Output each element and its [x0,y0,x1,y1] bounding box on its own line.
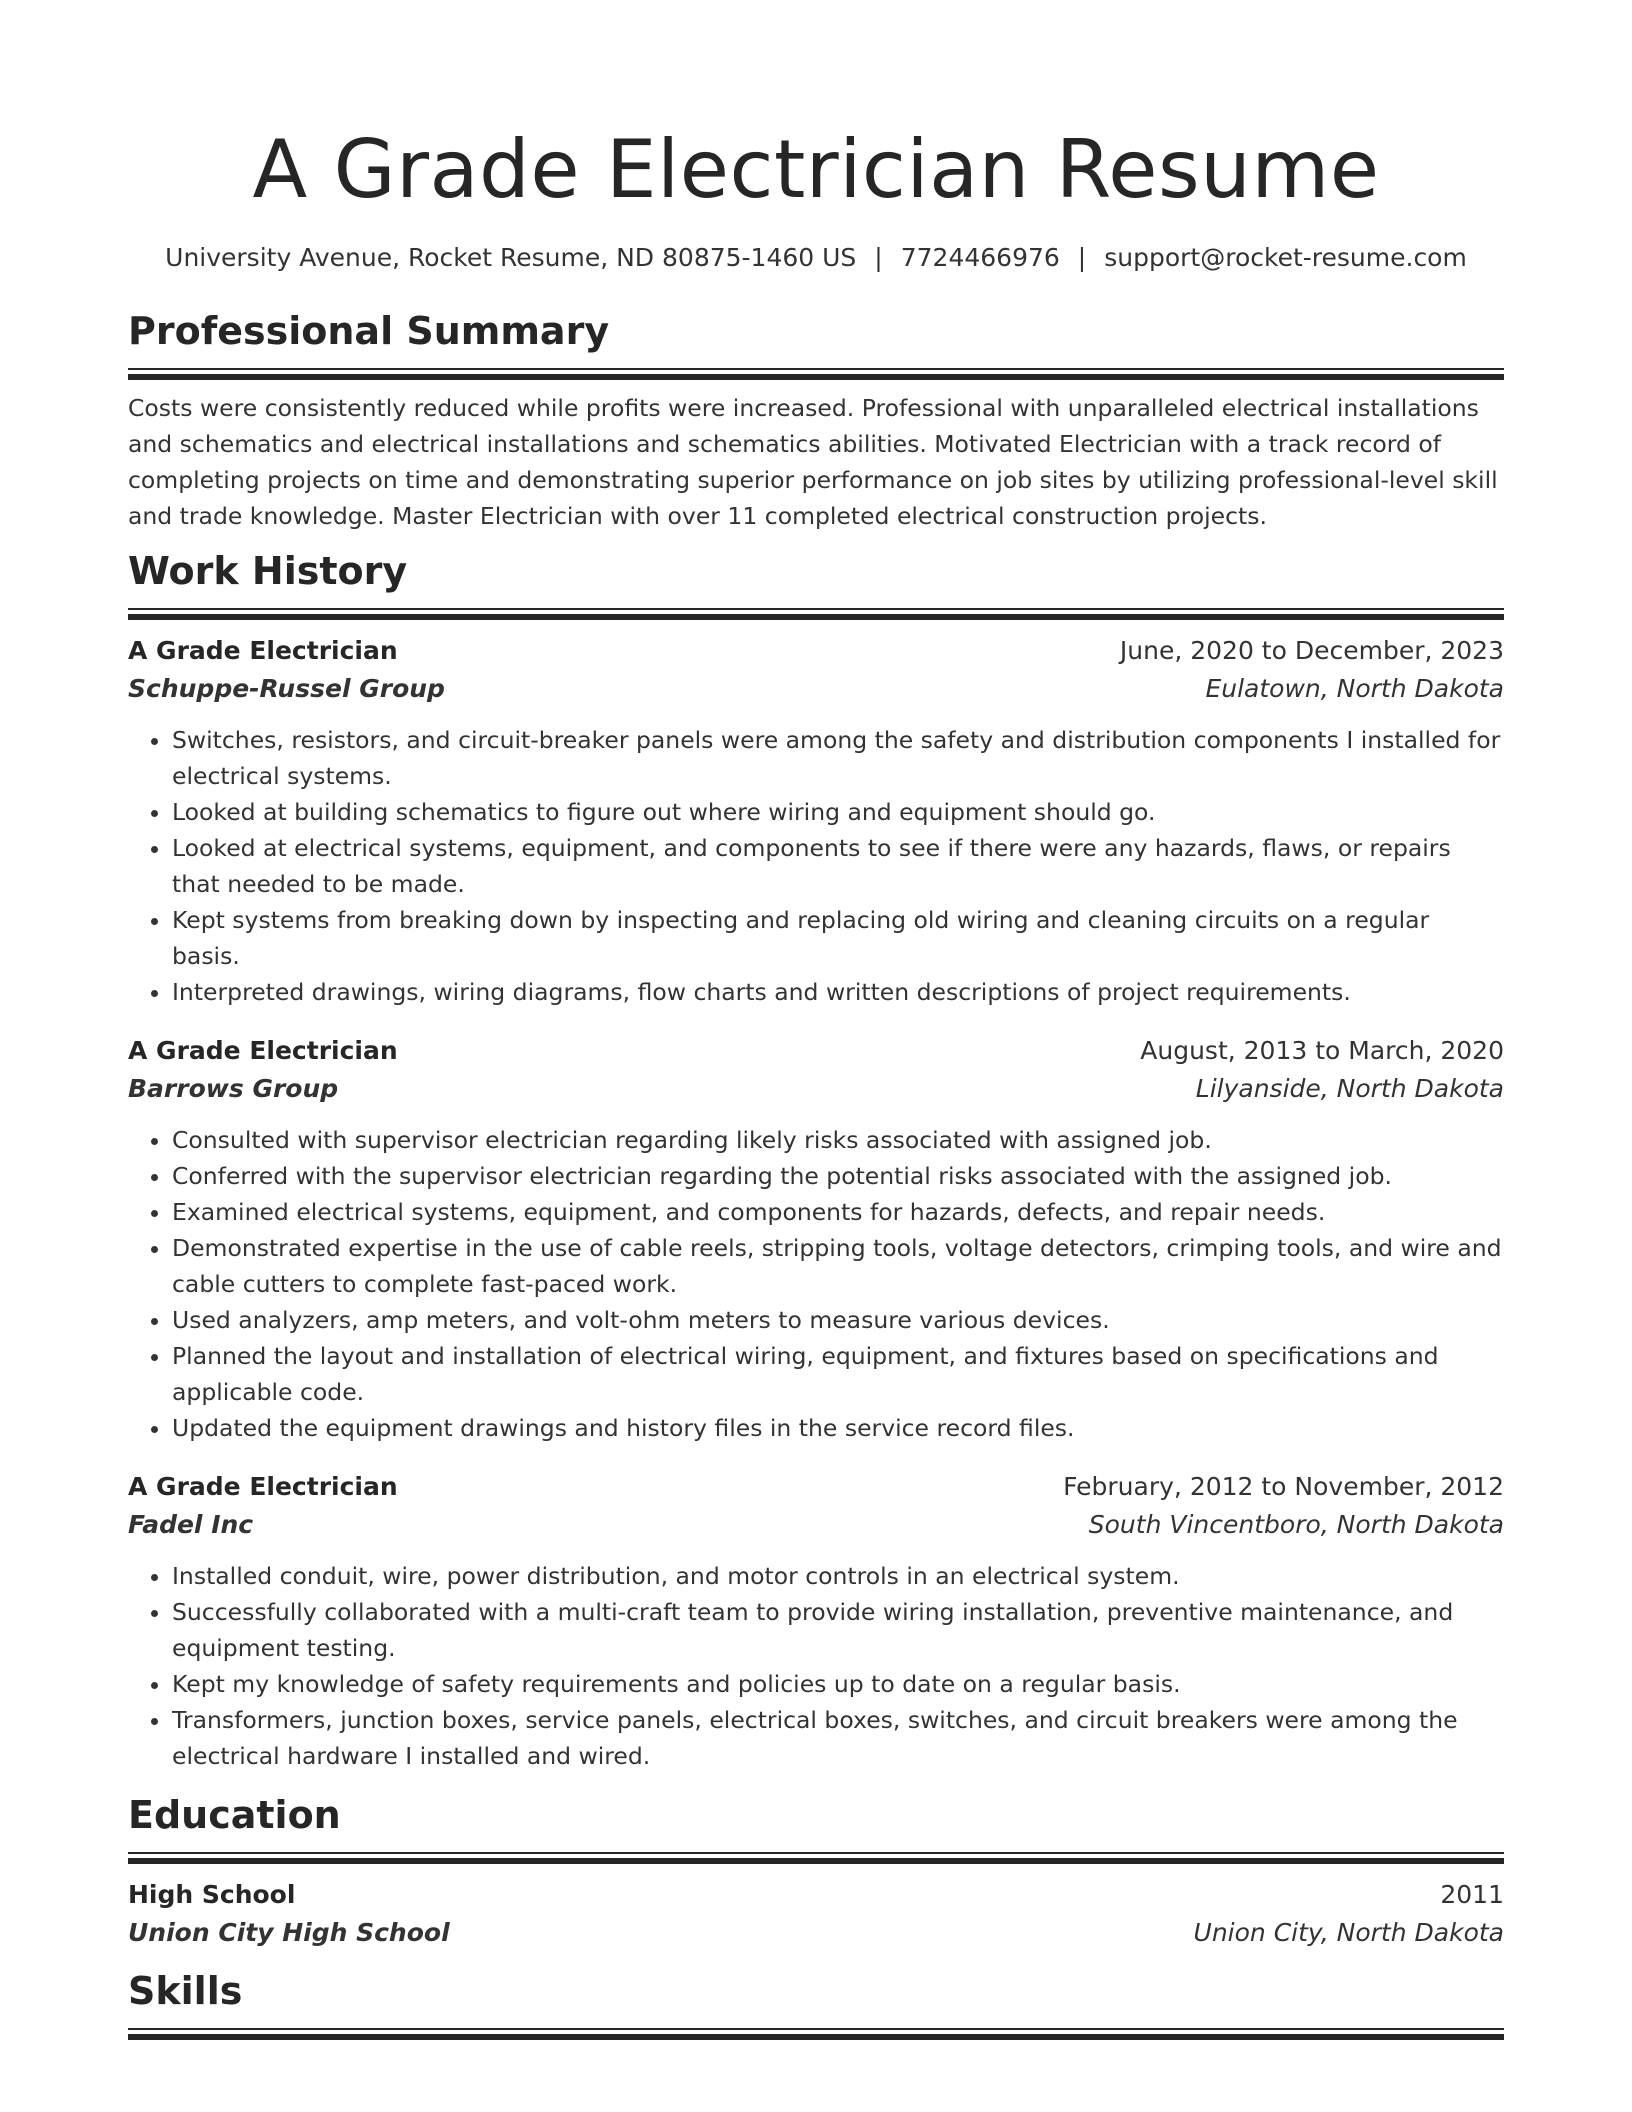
job-bullet: • Planned the layout and installation of electrical wiring, equipment, and fixtures based on specifications and applicable code. [172,1338,1504,1410]
job-bullet: • Demonstrated expertise in the use of cable reels, stripping tools, voltage detectors, crimping tools, and wire and cable cutters to complete fast-paced work. [172,1230,1504,1302]
contact-separator: | [874,243,883,272]
education-year: 2011 [1440,1880,1504,1909]
education-heading: Education [128,1793,341,1837]
job-header [128,632,1504,670]
job-bullet: • Transformers, junction boxes, service panels, electrical boxes, switches, and circuit breakers were among the electrical hardware I installed and wired. [172,1702,1504,1774]
job-bullet-list [128,1558,1504,1774]
job-bullet: • Looked at building schematics to figure out where wiring and equipment should go. [172,794,1504,830]
contact-email: support@rocket-resume.com [1104,243,1467,272]
education-header [128,1876,1504,1914]
job-bullet-list [128,1122,1504,1446]
job-header [128,1032,1504,1070]
job-bullet: • Kept systems from breaking down by inspecting and replacing old wiring and cleaning circuits on a regular basis. [172,902,1504,974]
job-bullet: • Used analyzers, amp meters, and volt-ohm meters to measure various devices. [172,1302,1504,1338]
job-bullet: • Interpreted drawings, wiring diagrams, flow charts and written descriptions of project requirements. [172,974,1504,1010]
resume-page [128,0,1504,2040]
summary-heading: Professional Summary [128,309,610,353]
job-title: A Grade Electrician [128,1472,398,1501]
skills-heading: Skills [128,1969,243,2013]
job-dates: February, 2012 to November, 2012 [1063,1472,1504,1501]
job-bullet: • Installed conduit, wire, power distribution, and motor controls in an electrical system. [172,1558,1504,1594]
job-bullet: • Successfully collaborated with a multi-craft team to provide wiring installation, preventive maintenance, and equipment testing. [172,1594,1504,1666]
section-divider [128,608,1504,620]
section-divider [128,368,1504,380]
resume-title: A Grade Electrician Resume [252,123,1380,216]
job-title: A Grade Electrician [128,1036,398,1065]
job-dates: June, 2020 to December, 2023 [1119,636,1504,665]
job-entry [128,632,1504,1010]
job-location: Eulatown, North Dakota [1205,674,1504,703]
education-entry [128,1876,1504,1952]
job-company: Fadel Inc [128,1510,254,1539]
contact-separator: | [1077,243,1087,272]
skills-section [128,1966,1504,2040]
job-location: Lilyanside, North Dakota [1195,1074,1504,1103]
section-divider [128,1852,1504,1864]
job-subheader [128,1070,1504,1108]
work-history-section [128,546,1504,1774]
summary-section [128,306,1504,534]
job-bullet: • Looked at electrical systems, equipment, and components to see if there were any hazards, flaws, or repairs that needed to be made. [172,830,1504,902]
work-history-heading: Work History [128,549,408,593]
job-subheader [128,1506,1504,1544]
job-bullet: • Kept my knowledge of safety requirements and policies up to date on a regular basis. [172,1666,1504,1702]
job-bullet: • Switches, resistors, and circuit-breaker panels were among the safety and distribution components I installed for electrical systems. [172,722,1504,794]
contact-address: University Avenue, Rocket Resume, ND 80875-1460 US [165,243,857,272]
job-location: South Vincentboro, North Dakota [1088,1510,1504,1539]
education-section [128,1790,1504,1952]
education-subheader [128,1914,1504,1952]
job-entry [128,1032,1504,1446]
contact-phone: 7724466976 [900,243,1060,272]
job-bullet: • Consulted with supervisor electrician regarding likely risks associated with assigned job. [172,1122,1504,1158]
job-company: Schuppe-Russel Group [128,674,445,703]
education-location: Union City, North Dakota [1193,1918,1504,1947]
summary-text: Costs were consistently reduced while profits were increased. Professional with unparalleled electrical installations and schematics and electrical installations and schematics abilities. Motivated Electrician with a track record of completing projects on time and demonstrating superior performance on job sites by utilizing professional-level skill and trade knowledge. Master Electrician with over 11 completed electrical construction projects. [128,394,1498,530]
job-subheader [128,670,1504,708]
job-header [128,1468,1504,1506]
job-bullet: • Examined electrical systems, equipment, and components for hazards, defects, and repair needs. [172,1194,1504,1230]
job-title: A Grade Electrician [128,636,398,665]
job-company: Barrows Group [128,1074,339,1103]
job-entry [128,1468,1504,1774]
job-bullet: • Conferred with the supervisor electrician regarding the potential risks associated with the assigned job. [172,1158,1504,1194]
section-divider [128,2028,1504,2040]
contact-line [128,242,1504,274]
job-bullet-list [128,722,1504,1010]
education-degree: High School [128,1880,296,1909]
education-school: Union City High School [128,1918,450,1947]
job-bullet: • Updated the equipment drawings and history files in the service record files. [172,1410,1504,1446]
job-dates: August, 2013 to March, 2020 [1140,1036,1504,1065]
